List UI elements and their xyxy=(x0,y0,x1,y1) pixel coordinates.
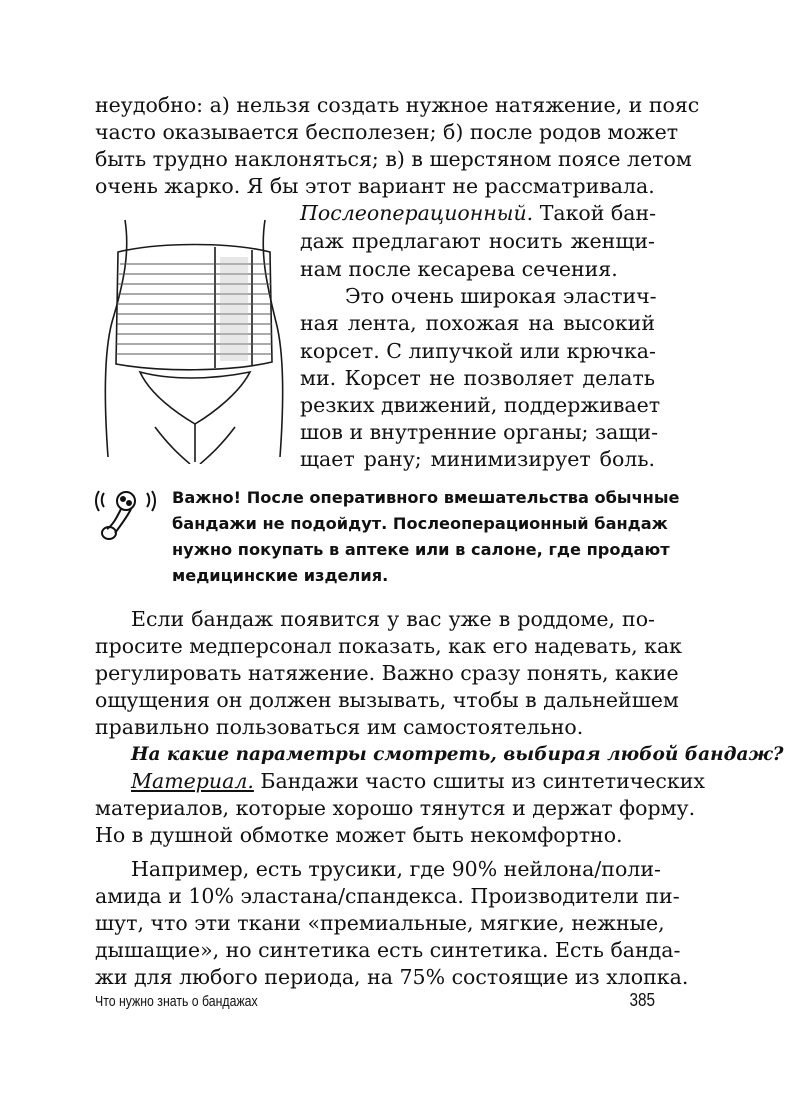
note-line: бандажи не подойдут. Послеоперационный бандаж xyxy=(172,514,668,533)
postop-line xyxy=(300,200,655,227)
material-term: Материал. xyxy=(131,769,254,793)
postop-line: резких движений, поддерживает xyxy=(300,393,661,417)
postop-line1-rest: Такой бан- xyxy=(533,201,657,225)
postop-term: Послеоперационный. xyxy=(300,201,534,225)
text-line: часто оказывается бесполезен; б) после родов может xyxy=(95,120,679,144)
note-line: нужно покупать в аптеке или в салоне, где продают xyxy=(172,540,670,559)
postop-line: нам после кесарева сечения. xyxy=(300,257,618,281)
postop-line: шов и внутренние органы; защи- xyxy=(300,420,659,444)
text-line: просите медперсонал показать, как его надевать, как xyxy=(95,634,682,658)
text-line: амида и 10% эластана/спандекса. Производители пи- xyxy=(95,884,680,908)
question-heading: На какие параметры смотреть, выбирая любой бандаж? xyxy=(131,744,784,765)
text-line: Если бандаж появится у вас уже в роддоме, по- xyxy=(131,607,655,631)
postop-line: щает рану; минимизирует боль. xyxy=(300,447,655,471)
note-line: Важно! После оперативного вмешательства обычные xyxy=(172,488,680,507)
text-line: Но в душной обмотке может быть некомфортно. xyxy=(95,823,623,847)
text-line: очень жарко. Я бы этот вариант не рассматривала. xyxy=(95,174,655,198)
text-line: дышащие», но синтетика есть синтетика. Есть банда- xyxy=(95,938,681,962)
page-number: 385 xyxy=(629,990,655,1010)
material-line1-rest: Бандажи часто сшиты из синтетических xyxy=(253,769,705,793)
postop-line: даж предлагают носить женщи- xyxy=(300,229,655,253)
postop-line: ная лента, похожая на высокий xyxy=(300,311,655,335)
text-line: ощущения он должен вызывать, чтобы в дальнейшем xyxy=(95,688,679,712)
rattle-icon xyxy=(95,485,157,543)
postop-line: ми. Корсет не позволяет делать xyxy=(300,366,655,390)
material-line xyxy=(131,768,705,795)
note-line: медицинские изделия. xyxy=(172,566,389,585)
text-line: правильно пользоваться им самостоятельно. xyxy=(95,715,584,739)
postop-line: корсет. С липучкой или крючка- xyxy=(300,339,656,363)
text-line: материалов, которые хорошо тянутся и держат форму. xyxy=(95,796,696,820)
corset-illustration xyxy=(100,212,290,464)
text-line: Например, есть трусики, где 90% нейлона/поли- xyxy=(131,857,661,881)
postop-line: Это очень широкая эластич- xyxy=(345,284,657,308)
text-line: шут, что эти ткани «премиальные, мягкие, нежные, xyxy=(95,911,665,935)
text-line: жи для любого периода, на 75% состоящие из хлопка. xyxy=(95,965,689,989)
text-line: быть трудно наклоняться; в) в шерстяном поясе летом xyxy=(95,147,692,171)
text-line: неудобно: а) нельзя создать нужное натяжение, и пояс xyxy=(95,93,700,117)
text-line: регулировать натяжение. Важно сразу понять, какие xyxy=(95,661,679,685)
footer-section-title: Что нужно знать о бандажах xyxy=(95,993,258,1010)
